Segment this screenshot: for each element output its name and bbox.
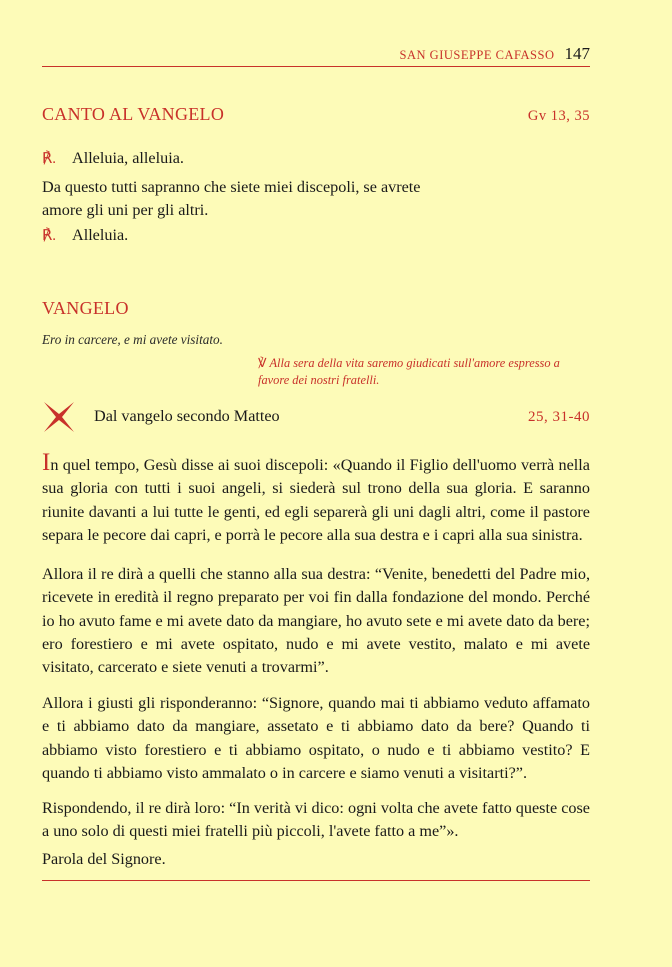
response-text: Alleluia. <box>72 226 129 244</box>
canto-response-2 <box>42 226 128 245</box>
note-text: Alla sera della vita saremo giudicati sull'amore espresso a favore dei nostri fratelli. <box>258 356 560 387</box>
vangelo-heading <box>42 298 590 319</box>
vangelo-note <box>258 355 590 389</box>
note-symbol: ℣ <box>258 356 267 370</box>
running-title: SAN GIUSEPPE CAFASSO <box>399 48 555 62</box>
page-header <box>42 44 590 64</box>
page-number: 147 <box>564 44 590 63</box>
gospel-source-line <box>94 407 590 426</box>
canto-ref: Gv 13, 35 <box>527 108 590 124</box>
footer-rule <box>42 880 590 881</box>
response-symbol: ℟. <box>42 228 57 244</box>
gospel-ref: 25, 31-40 <box>528 409 590 425</box>
gospel-source: Dal vangelo secondo Matteo <box>94 407 280 425</box>
canto-heading <box>42 104 590 125</box>
vangelo-title: VANGELO <box>42 298 129 318</box>
vangelo-subtitle: Ero in carcere, e mi avete visitato. <box>42 332 223 347</box>
paragraph-text: n quel tempo, Gesù disse ai suoi discepoli: «Quando il Figlio dell'uomo verrà nella sua gloria con tutti i suoi angeli, si siederà sul trono della sua gloria. E saranno riunite davanti a lui tutte le genti, ed egli separerà gli uni dagli altri, come il pastore separa le pecore dai capri, e porrà le pecore alla sua destra e i capri alla sua sinistra. <box>42 456 590 544</box>
cross-icon <box>42 400 76 434</box>
gospel-paragraph-1 <box>42 449 590 547</box>
gospel-paragraph-3: Allora i giusti gli risponderanno: “Signore, quando mai ti abbiamo veduto affamato e ti abbiamo dato da mangiare, assetato e ti abbiamo dato da bere? Quando ti abbiamo visto forestiero e ti abbiamo ospitato, o nudo e ti abbiamo vestito? E quando ti abbiamo visto ammalato o in carcere e siamo venuti a visitarti?”. <box>42 694 590 782</box>
canto-verse: Da questo tutti sapranno che siete miei discepoli, se avrete amore gli uni per gli altri. <box>42 178 421 220</box>
drop-cap: I <box>42 449 51 476</box>
gospel-paragraph-2: Allora il re dirà a quelli che stanno alla sua destra: “Venite, benedetti del Padre mio, ricevete in eredità il regno preparato per voi fin dalla fondazione del mondo. Perché io ho avuto fame e mi avete dato da mangiare, ho avuto sete e mi avete dato da bere; ero forestiero e mi avete ospitato, nudo e mi avete vestito, malato e mi avete visitato, carcerato e siete venuti a trovarmi”. <box>42 565 590 677</box>
response-symbol: ℟. <box>42 151 57 167</box>
canto-response-1 <box>42 149 184 168</box>
gospel-closing: Parola del Signore. <box>42 850 166 868</box>
response-text: Alleluia, alleluia. <box>72 149 184 167</box>
gospel-paragraph-4: Rispondendo, il re dirà loro: “In verità vi dico: ogni volta che avete fatto queste cose a uno solo di questi miei fratelli più piccoli, l'avete fatto a me”». <box>42 799 590 841</box>
header-rule <box>42 66 590 67</box>
canto-title: CANTO AL VANGELO <box>42 104 225 124</box>
